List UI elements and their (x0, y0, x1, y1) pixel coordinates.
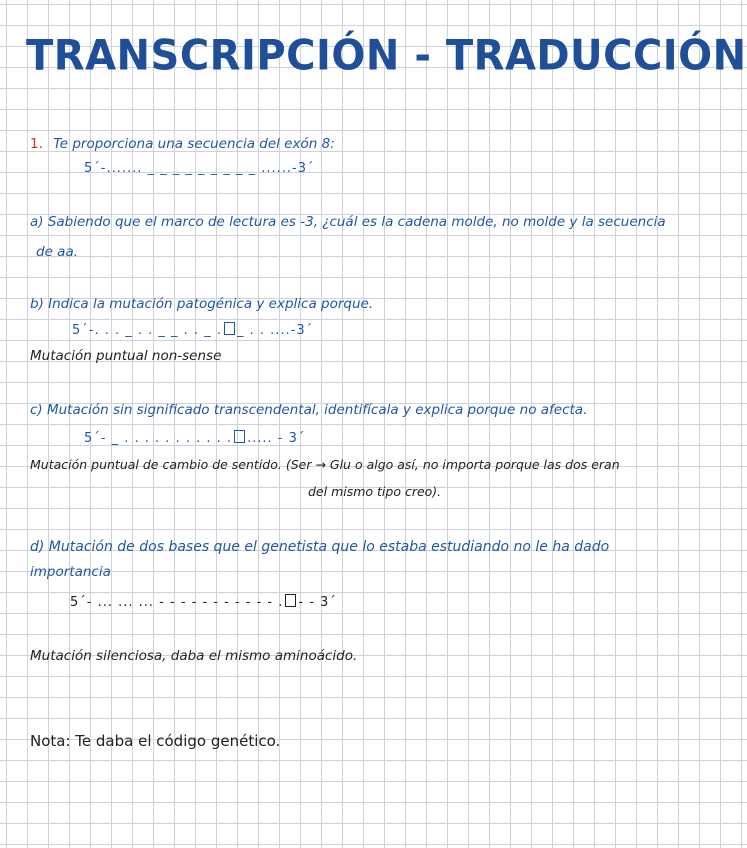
answer-d: Mutación silenciosa, daba el mismo aminoácido. (30, 648, 358, 664)
page-title: TRANSCRIPCIÓN - TRADUCCIÓN (26, 31, 747, 81)
question-1 (30, 138, 335, 152)
note: Nota: Te daba el código genético. (30, 732, 281, 750)
question-d-line1: d) Mutación de dos bases que el genetista que lo estaba estudiando no le ha dado (30, 539, 610, 555)
answer-c-line1: Mutación puntual de cambio de sentido. (Ser → Glu o algo así, no importa porque las dos eran (30, 457, 620, 472)
answer-c-line2: del mismo tipo creo). (308, 484, 442, 499)
qd-sequence-end: - - 3´ (298, 595, 337, 610)
question-d-line2: importancia (30, 564, 111, 580)
question-1-prompt: Te proporciona una secuencia del exón 8: (53, 136, 335, 152)
question-a-line1: a) Sabiendo que el marco de lectura es -3, ¿cuál es la cadena molde, no molde y la secuencia (30, 214, 666, 230)
question-b-prompt: b) Indica la mutación patogénica y explica porque. (30, 296, 374, 312)
qc-sequence-end: ..... - 3´ (247, 431, 306, 446)
answer-b: Mutación puntual non-sense (30, 348, 222, 364)
qc-sequence-start: 5´- _ . . . . . . . . . . . (84, 431, 233, 446)
q1-sequence: 5´-....... _ _ _ _ _ _ _ _ _ ......-3´ (84, 161, 315, 176)
qb-sequence-start: 5´-. . . _ . . _ _ . . _ . (72, 323, 222, 338)
question-c-prompt: c) Mutación sin significado transcendental, identifícala y explica porque no afecta. (30, 402, 588, 418)
mutation-box (234, 430, 245, 443)
qb-sequence (72, 322, 313, 337)
mutation-box (224, 322, 235, 335)
qd-sequence (70, 594, 337, 609)
mutation-box (285, 594, 296, 607)
qd-sequence-start: 5´- ... ... ... - - - - - - - - - - - . (70, 595, 284, 610)
question-number: 1. (30, 136, 43, 152)
question-a-line2: de aa. (36, 244, 79, 260)
qb-sequence-end: _ . . ....-3´ (236, 323, 314, 338)
qc-sequence (84, 430, 305, 445)
